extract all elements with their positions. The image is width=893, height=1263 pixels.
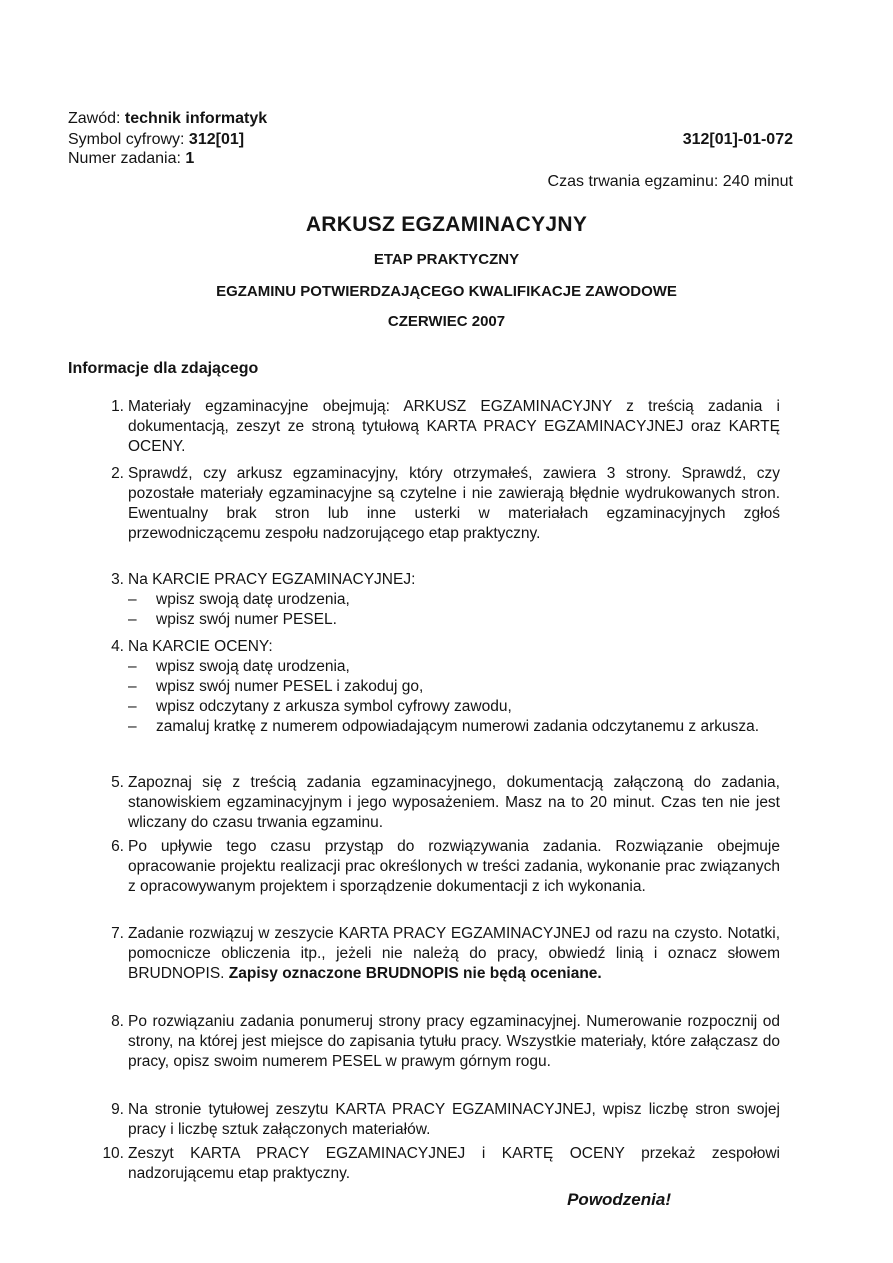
item-number: 8. bbox=[111, 1013, 124, 1030]
instruction-item bbox=[96, 1012, 796, 1072]
task-value: 1 bbox=[185, 150, 195, 167]
exam-code: 312[01]-01-072 bbox=[682, 131, 793, 148]
stage-subtitle: ETAP PRAKTYCZNY bbox=[373, 251, 520, 268]
item-number: 2. bbox=[111, 465, 124, 482]
item-number: 5. bbox=[111, 774, 124, 791]
instruction-item bbox=[96, 570, 796, 630]
task-label: Numer zadania: bbox=[68, 150, 181, 167]
sub-item: – wpisz swój numer PESEL i zakoduj go, bbox=[128, 678, 424, 695]
item-text: Na KARCIE PRACY EGZAMINACYJNEJ: bbox=[128, 571, 416, 588]
profession-line bbox=[68, 109, 267, 129]
item-bold-note: Zapisy oznaczone BRUDNOPIS nie będą oceniane. bbox=[228, 965, 602, 982]
item-text: Zapoznaj się z treścią zadania egzaminacyjnego, dokumentacją załączoną do zadania, stanowiskiem egzaminacyjnym i jego wyposażeniem. Masz na to 20 minut. Czas ten nie jest wliczany do czasu trwania egzaminu. bbox=[128, 774, 780, 831]
item-number: 10. bbox=[102, 1145, 124, 1162]
sub-item: – wpisz odczytany z arkusza symbol cyfrowy zawodu, bbox=[128, 698, 512, 715]
item-text: Po rozwiązaniu zadania ponumeruj strony pracy egzaminacyjnej. Numerowanie rozpocznij od strony, na której jest miejsce do zapisania tytułu pracy. Wszystkie materiały, które załączasz do pracy, opisz swoim numerem PESEL w prawym górnym rogu. bbox=[128, 1013, 780, 1070]
instruction-item bbox=[96, 397, 796, 457]
exam-subtitle: EGZAMINU POTWIERDZAJĄCEGO KWALIFIKACJE ZAWODOWE bbox=[216, 283, 677, 300]
item-text: Zadanie rozwiązuj w zeszycie KARTA PRACY EGZAMINACYJNEJ od razu na czysto. Notatki, pomocnicze obliczenia itp., jeżeli nie należą do pracy, obwiedź linią i oznacz słowem BRUDNOPIS. Zapisy oznaczone BRUDNOPIS nie będą oceniane. bbox=[128, 925, 780, 982]
instruction-item bbox=[96, 1144, 796, 1184]
task-number-line bbox=[68, 149, 194, 169]
item-text: Sprawdź, czy arkusz egzaminacyjny, który otrzymałeś, zawiera 3 strony. Sprawdź, czy pozostałe materiały egzaminacyjne są czytelne i nie zawierają błędnie wydrukowanych stron. Ewentualny brak stron lub inne usterki w materiałach egzaminacyjnych zgłoś przewodniczącemu zespołu nadzorującego etap praktyczny. bbox=[128, 465, 780, 542]
page-title: ARKUSZ EGZAMINACYJNY bbox=[305, 213, 588, 236]
sub-item: – wpisz swoją datę urodzenia, bbox=[128, 658, 350, 675]
sub-item: – wpisz swój numer PESEL. bbox=[128, 611, 337, 628]
item-number: 4. bbox=[111, 638, 124, 655]
item-number: 1. bbox=[111, 398, 124, 415]
item-text: Zeszyt KARTA PRACY EGZAMINACYJNEJ i KARTĘ OCENY przekaż zespołowi nadzorującemu etap praktyczny. bbox=[128, 1145, 780, 1182]
profession-value: technik informatyk bbox=[124, 110, 268, 127]
instruction-item bbox=[96, 464, 796, 544]
item-number: 6. bbox=[111, 838, 124, 855]
item-text: Na KARCIE OCENY: bbox=[128, 638, 273, 655]
info-heading: Informacje dla zdającego bbox=[68, 360, 259, 377]
exam-duration: Czas trwania egzaminu: 240 minut bbox=[547, 173, 793, 190]
symbol-value: 312[01] bbox=[188, 131, 245, 148]
closing-wish: Powodzenia! bbox=[567, 1190, 671, 1209]
sub-item: – wpisz swoją datę urodzenia, bbox=[128, 591, 350, 608]
item-text: Na stronie tytułowej zeszytu KARTA PRACY EGZAMINACYJNEJ, wpisz liczbę stron swojej pracy i liczbę sztuk załączonych materiałów. bbox=[128, 1101, 780, 1138]
instruction-item bbox=[96, 637, 796, 737]
profession-label: Zawód: bbox=[68, 110, 121, 127]
instruction-item bbox=[96, 837, 796, 897]
date-subtitle: CZERWIEC 2007 bbox=[387, 313, 506, 330]
item-number: 3. bbox=[111, 571, 124, 588]
instruction-item bbox=[96, 1100, 796, 1140]
sub-item: – zamaluj kratkę z numerem odpowiadającym numerowi zadania odczytanemu z arkusza. bbox=[128, 718, 760, 735]
symbol-line bbox=[68, 130, 244, 150]
instruction-item bbox=[96, 924, 796, 984]
item-text: Materiały egzaminacyjne obejmują: ARKUSZ EGZAMINACYJNY z treścią zadania i dokumentacją, zeszyt ze stroną tytułową KARTA PRACY EGZAMINACYJNEJ oraz KARTĘ OCENY. bbox=[128, 398, 780, 455]
item-text: Po upływie tego czasu przystąp do rozwiązywania zadania. Rozwiązanie obejmuje opracowanie projektu realizacji prac określonych w treści zadania, wykonanie prac związanych z opracowywanym projektem i sporządzenie dokumentacji z ich wykonania. bbox=[128, 838, 780, 895]
item-number: 9. bbox=[111, 1101, 124, 1118]
item-number: 7. bbox=[111, 925, 124, 942]
instruction-item bbox=[96, 773, 796, 833]
symbol-label: Symbol cyfrowy: bbox=[68, 131, 185, 148]
